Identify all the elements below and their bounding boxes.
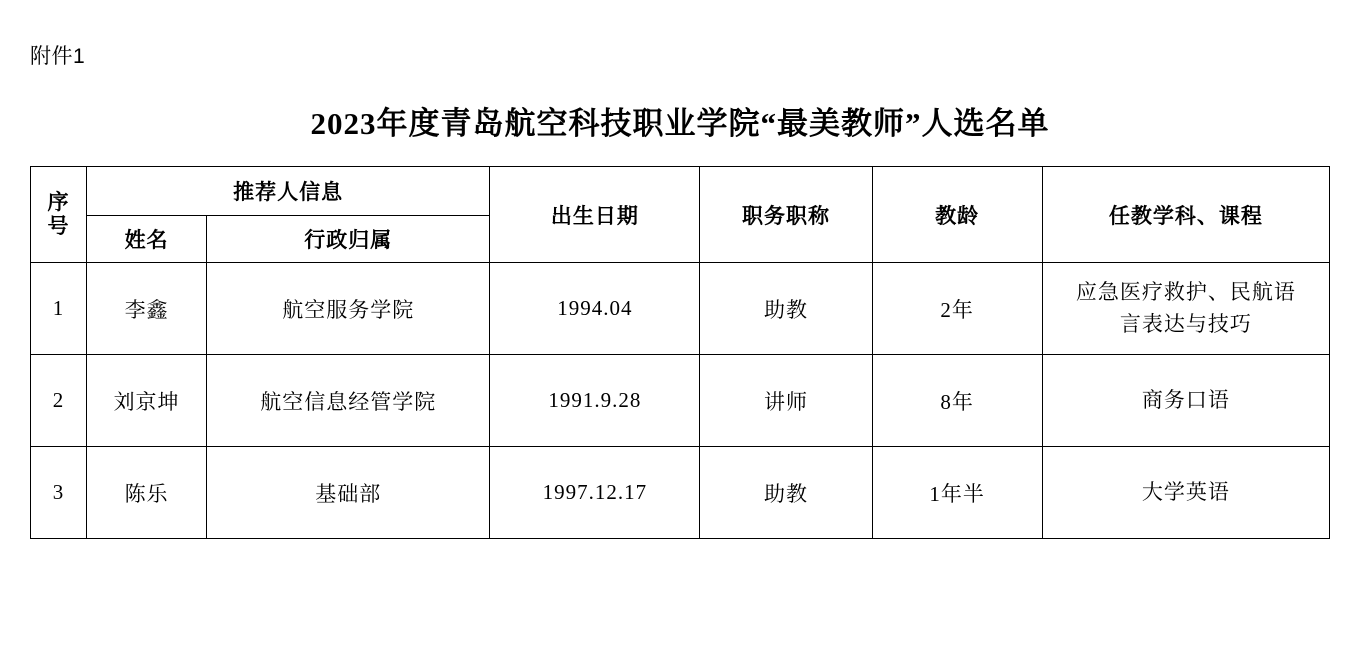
- cell-position-title: 讲师: [700, 355, 872, 447]
- column-header-department: 行政归属: [207, 216, 490, 263]
- column-header-name: 姓名: [87, 216, 207, 263]
- page-title: 2023年度青岛航空科技职业学院“最美教师”人选名单: [310, 106, 1050, 141]
- cell-index: 3: [31, 447, 87, 539]
- table-row: [31, 447, 1330, 539]
- cell-subjects-line1: 大学英语: [1141, 479, 1230, 504]
- table-header-row-1: [31, 167, 1330, 216]
- cell-name: 李鑫: [87, 263, 207, 355]
- column-header-position-title: 职务职称: [700, 167, 872, 263]
- cell-subjects: [1042, 263, 1329, 355]
- cell-teaching-years: 1年半: [872, 447, 1042, 539]
- cell-index: 2: [31, 355, 87, 447]
- cell-birth-date: 1994.04: [490, 263, 700, 355]
- attachment-label: 附件1: [30, 45, 86, 68]
- cell-teaching-years: 8年: [872, 355, 1042, 447]
- cell-index: 1: [31, 263, 87, 355]
- cell-name: 刘京坤: [87, 355, 207, 447]
- cell-subjects: [1042, 355, 1329, 447]
- cell-name: 陈乐: [87, 447, 207, 539]
- table-row: [31, 355, 1330, 447]
- cell-subjects-line2: 言表达与技巧: [1119, 311, 1252, 336]
- column-header-recommender-group: 推荐人信息: [87, 167, 490, 216]
- cell-department: 基础部: [207, 447, 490, 539]
- cell-position-title: 助教: [700, 447, 872, 539]
- column-header-index-line2: 号: [47, 213, 70, 238]
- cell-birth-date: 1997.12.17: [490, 447, 700, 539]
- cell-subjects: [1042, 447, 1329, 539]
- candidate-roster-table: [30, 166, 1330, 539]
- column-header-birth-date: 出生日期: [490, 167, 700, 263]
- table-row: [31, 263, 1330, 355]
- cell-department: 航空信息经管学院: [207, 355, 490, 447]
- cell-subjects-line1: 应急医疗救护、民航语: [1075, 280, 1296, 304]
- cell-teaching-years: 2年: [872, 263, 1042, 355]
- column-header-index-line1: 序: [47, 189, 70, 214]
- cell-birth-date: 1991.9.28: [490, 355, 700, 447]
- cell-subjects-line1: 商务口语: [1141, 387, 1230, 412]
- column-header-teaching-years: 教龄: [872, 167, 1042, 263]
- column-header-index: [31, 167, 87, 263]
- cell-department: 航空服务学院: [207, 263, 490, 355]
- cell-position-title: 助教: [700, 263, 872, 355]
- column-header-subjects: 任教学科、课程: [1042, 167, 1329, 263]
